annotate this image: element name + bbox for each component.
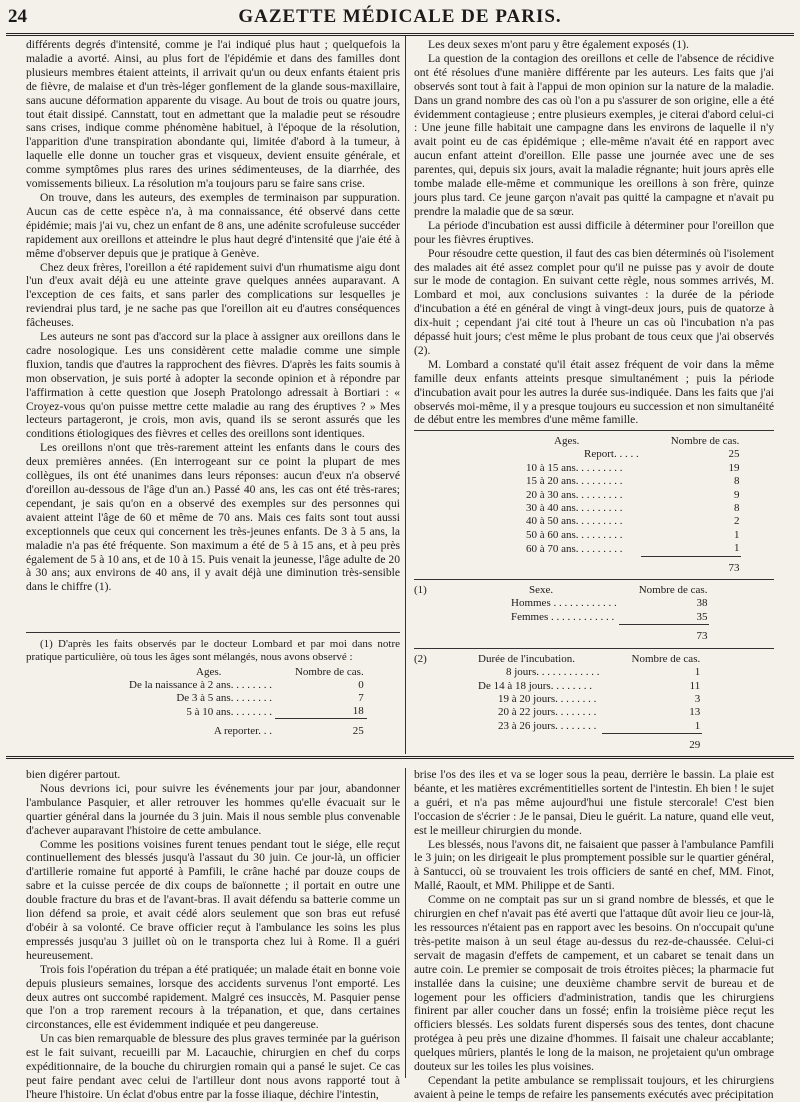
table-row (524, 475, 741, 488)
table-row (476, 706, 702, 719)
case-count: 35 (619, 611, 710, 625)
paragraph: Les deux sexes m'ont paru y être également exposés (1). (428, 38, 689, 51)
case-count: 25 (728, 448, 740, 461)
age-range: Report. . . . . (584, 448, 639, 461)
paragraph: Les oreillons n'ont que très-rarement atteint les enfants dans le cours des deux premières années. (En interrogeant sur ce point la plupart de mes collègues, ils ont été unanimes dans leurs réponses: aucun d'eux n'a observé d'oreillon au-dessous de l'âge d'un an.) Passé 40 ans, les cas ont été très-rares; cependant, je sais qu'on en a observé des exemples sur des personnes qui avaient atteint l'âge de 60 et même de 70 ans. Mais ces faits sont tout aussi exceptionnels que ceux qui concernent les très-jeunes enfants. De 3 à 5 ans, la maladie n'a pas été fréquente. Son maximum a été de 5 à 15 ans, et à peu près également de 5 à 10 ans, et de 10 à 15. Puis venait la jeunesse, l'âge adulte de 20 à 30 ans; aux environs de 40 ans, il y avait déjà une diminution très-sensible dans le chiffre (1). (26, 441, 400, 594)
age-table (524, 435, 741, 575)
table-row (126, 679, 367, 692)
paragraph: Chez deux frères, l'oreillon a été rapidement suivi d'un rhumatisme aigu dont l'un d'eux avait déjà eu une atteinte grave quelques années auparavant. A l'exception de ces faits, et sans parler des complications sur lesquelles je reviendrai plus tard, je ne sache pas que l'oreillon ait eu d'autres conséquences fâcheuses. (26, 260, 400, 330)
age-range: 10 à 15 ans. . . . . . . . . (526, 461, 623, 474)
case-count: 18 (275, 705, 367, 719)
incubation-total: 29 (689, 739, 701, 752)
table-row (524, 502, 741, 515)
table-row (524, 448, 741, 461)
paragraph: brise l'os des iles et va se loger sous la peau, derrière le bassin. La plaie est béante, et les matières excrémentitielles sortent de l'intestin. Eh bien ! le sujet a guéri, et n'a pas même aujourd'hui une fistule stercorale! C'est bien l'occasion de s'écrier : Je le pansai, Dieu le guérit. La nature, quand elle veut, est le meilleur chirurgien du monde. (414, 768, 774, 837)
table-row (126, 705, 367, 719)
case-count: 9 (733, 488, 740, 501)
age-range: 20 à 30 ans. . . . . . . . . (526, 488, 623, 501)
column-divider-bottom (405, 768, 406, 1078)
paragraph: bien digérer partout. (26, 768, 121, 781)
duration-range: 8 jours. . . . . . . . . . . . (506, 666, 600, 679)
duration-range: 20 à 22 jours. . . . . . . . (498, 706, 597, 719)
case-count: 1 (641, 542, 742, 556)
table-row (524, 515, 741, 528)
age-range: 40 à 50 ans. . . . . . . . . (526, 515, 623, 528)
paragraph: Un cas bien remarquable de blessure des plus graves terminée par la guérison est le fait suivant, recueilli par M. Lacauchie, chirurgien en chef du corps expéditionnaire, de la bouche du chirurgien romain qui a pansé le sujet. Ce cas peut faire pendant avec celui de l'artilleur dont nous avons rapporté tout à l'heure l'histoire. Un éclat d'obus entre par la fosse iliaque, déchire l'intestin, (26, 1032, 400, 1101)
table-header: Nombre de cas. (670, 435, 740, 447)
case-count: 2 (733, 515, 740, 528)
paragraph: La période d'incubation est aussi difficile à déterminer pour l'oreillon que pour les fièvres éruptives. (414, 218, 774, 246)
paragraph: Nous devrions ici, pour suivre les événements jour par jour, abandonner l'ambulance Pasquier, et aller retrouver les hommes qu'elle évacuait sur le quartier général dans la journée du 3 juin. Mais il nous semble plus convenable d'achever auparavant l'histoire de cette ambulance. (26, 781, 400, 837)
case-count: 13 (689, 706, 701, 719)
case-count: 1 (733, 528, 740, 541)
paragraph: La question de la contagion des oreillons et celle de l'absence de récidive ont été résolues d'une manière différente par les auteurs. Les faits que j'ai observés sont tout à fait à l'appui de mon opinion sur la nature de la maladie. Dans un grand nombre des cas où l'on a pu s'assurer de son origine, elle a été évidemment contagieuse ; entre plusieurs exemples, je citerai d'abord celui-ci : Une jeune fille habitait une campagne dans les environs de laquelle il n'y avait point eu de cas épidémique ; elle-même n'avait été en rapport avec aucun enfant atteint d'oreillon. Elle passe une journée avec une de ses parentes, qui, depuis six jours, avait la maladie régnante; huit jours après elle tombe malade elle-même et communique les oreillons à son frère, quinze jours plus tard. Ce jeune garçon n'avait pas quitté la campagne et n'avait pu prendre la maladie que de sa sœur. (414, 51, 774, 218)
paragraph: différents degrés d'intensité, comme je l'ai indiqué plus haut ; quelquefois la maladie a avorté. Ainsi, au plus fort de l'épidémie et dans des familles dont plusieurs membres étaient atteints, il arrivait qu'un ou deux enfants étaient pris de fièvre, de malaise et d'un très-léger gonflement de la glande sous-maxillaire, sans aucune déformation apparente du visage. Au bout de trois ou quatre jours, tout était dissipé. Cannstatt, tout en admettant que la maladie peut se résoudre sans crises, indique comme phénomène habituel, à l'époque de la résolution, l'apparition d'une transpiration abondante qui, limitée d'abord à la tumeur, à laquelle elle donne un toucher gras et visqueux, devient ensuite générale, et comme symptômes plus rares des urines sédimenteuses, de la diarrhée, des vomissements bilieux. La résolution m'a toujours paru se faire sans crise. (26, 38, 400, 191)
age-range: De 3 à 5 ans. . . . . . . . (176, 692, 272, 705)
article-column-bottom-right (414, 768, 774, 1102)
incubation-table (476, 653, 702, 753)
age-range: 60 à 70 ans. . . . . . . . . (526, 542, 623, 555)
statistics-block (414, 426, 774, 753)
carry-forward-value: 25 (352, 725, 364, 738)
case-count: 8 (733, 475, 740, 488)
footnote-separator (26, 632, 400, 633)
footnote-marker: (2) (414, 652, 427, 665)
article-column-bottom-left (26, 768, 400, 1102)
page-header (6, 6, 794, 30)
table-row (509, 611, 709, 625)
age-range: 15 à 20 ans. . . . . . . . . (526, 475, 623, 488)
duration-range: 23 à 26 jours. . . . . . . . (498, 719, 597, 732)
table-header: Nombre de cas. (638, 584, 708, 597)
stats-separator (414, 648, 774, 649)
sex-table (509, 584, 709, 644)
case-count: 1 (602, 720, 703, 734)
duration-range: De 14 à 18 jours. . . . . . . . (478, 679, 592, 692)
article-column-top-right (414, 38, 774, 427)
carry-forward-label: A reporter. . . (213, 725, 272, 738)
table-row (509, 597, 709, 610)
sex-label: Femmes . . . . . . . . . . . . (511, 611, 615, 624)
case-count: 19 (728, 461, 740, 474)
paragraph: On trouve, dans les auteurs, des exemples de terminaison par suppuration. Aucun cas de cette espèce n'a, à ma connaissance, été observé dans cette épidémie; mais j'ai vu, chez un enfant de 8 ans, une adénite scrofuleuse succéder rapidement aux oreillons et atteindre le plus haut degré d'intensité que j'aie été à même d'observer depuis que je pratique à Genève. (26, 190, 400, 260)
paragraph: Les auteurs ne sont pas d'accord sur la place à assigner aux oreillons dans le cadre nosologique. Les uns considèrent cette maladie comme une simple fluxion, tandis que d'autres la rapprochent des fièvres. D'après les faits soumis à mon observation, je suis porté à adopter la seconde opinion et à répondre par l'affirmation à cette question que Joseph Pratolongo adressait à Bortiari : « Croyez-vous qu'on puisse mettre cette maladie au rang des éruptives ? » Mes lecteurs partageront, je crois, mon avis, quand ils se seront assurés que les conditions étiologiques des fièvres et celles des oreillons sont identiques. (26, 330, 400, 441)
table-row (524, 462, 741, 475)
paragraph: Les blessés, nous l'avons dit, ne faisaient que passer à l'ambulance Pamfili le 3 juin; on les dirigeait le plus promptement possible sur le quartier général, à Santucci, où se trouvaient les trois officiers de santé en chef, MM. Finot, Mallé, Raoult, et MM. Philippe et de Santi. (414, 837, 774, 893)
table-row (476, 720, 702, 734)
table-row (524, 529, 741, 542)
table-row (126, 692, 367, 705)
table-row (126, 719, 367, 739)
journal-title: GAZETTE MÉDICALE DE PARIS. (238, 6, 562, 27)
footnote-marker: (1) (414, 584, 427, 597)
section-rule (6, 756, 794, 759)
table-row (476, 666, 702, 679)
paragraph: Comme les positions voisines furent tenues pendant tout le siége, elle reçut continuellement des blessés jusqu'à l'assaut du 30 juin. Ce jour-là, un officier d'artillerie romaine fut apporté à Pamfili, le crâne haché par douze coups de sabre et la cuisse percée de dix coups de baïonnette ; il portait en outre une double fracture du bras et de l'avant-bras. Il avait défendu sa batterie comme un lion défend sa proie, et avait cédé alors seulement que son bras eut refusé d'obéir à sa volonté. Ce brave officier reçut à l'ambulance les soins les plus empressés jusqu'au 3 juillet où on le transporta chez lui à Rome. Il a guéri heureusement. (26, 837, 400, 962)
age-range: 30 à 40 ans. . . . . . . . . (526, 502, 623, 515)
table-header: Nombre de cas. (631, 652, 701, 665)
case-count: 38 (696, 597, 708, 610)
table-header: Sexe. (529, 584, 554, 597)
paragraph: Pour résoudre cette question, il faut des cas bien déterminés où l'isolement des malades ait été assez complet pour qu'il ne puisse pas y avoir de doute sur le mode de contagion. En suivant cette règle, nous sommes arrivés, M. Lombard et moi, aux conclusions suivantes : la durée de la période d'incubation a été en général de vingt à vingt-deux jours, puis de quatorze à dix-huit ; cependant j'ai cité tout à l'heure un cas où l'incubation n'a pas dépassé huit jours; c'est même le plus probant de tous ceux que j'ai observés (2). (414, 246, 774, 357)
case-count: 3 (694, 692, 701, 705)
sex-label: Hommes . . . . . . . . . . . . (511, 597, 617, 610)
table-header: Ages. (554, 435, 580, 447)
case-count: 11 (689, 679, 701, 692)
stats-separator (414, 430, 774, 431)
table-row (524, 489, 741, 502)
age-range: De la naissance à 2 ans. . . . . . . . (129, 679, 272, 692)
footnote-1 (26, 638, 400, 738)
age-total: 73 (728, 561, 740, 574)
page-number: 24 (8, 6, 27, 27)
case-count: 0 (358, 679, 364, 692)
table-row (476, 680, 702, 693)
case-count: 7 (358, 692, 364, 705)
sex-total: 73 (696, 630, 708, 643)
duration-range: 19 à 20 jours. . . . . . . . (498, 692, 597, 705)
paragraph: Comme on ne comptait pas sur un si grand nombre de blessés, et que le chirurgien en chef n'avait pas été averti que l'attaque dût avoir lieu ce jour-là, les ressources n'étaient pas en rapport avec les besoins. On n'occupait qu'une très-petite maison à un seul étage au-dessus du rez-de-chaussée. Celui-ci servait de magasin d'effets de campement, et un cabaret se tenait dans un autre coin. Le premier se composait de trois étroites pièces; la pharmacie fut installée dans la cuisine; une deuxième chambre servit de bureau et de logement pour les officiers d'administration, tandis que les chirurgiens finirent par aller coucher dans un fossé; enfin la troisième pièce reçut les officiers blessés. Les soldats furent dispersés sous des tentes, dont chacune protégea à peu près une dizaine d'hommes. Il faisait une chaleur accablante; quelques mûriers, plantés le long de la maison, ne projetaient qu'un ombrage douteux sur les toiles les plus voisines. (414, 893, 774, 1074)
article-column-top-left (26, 38, 400, 594)
table-row (524, 542, 741, 556)
case-count: 8 (733, 502, 740, 515)
table-header: Ages. (196, 666, 222, 679)
case-count: 1 (694, 666, 701, 679)
header-rule (6, 33, 794, 36)
stats-separator (414, 579, 774, 580)
paragraph: Trois fois l'opération du trépan a été pratiquée; un malade était en bonne voie depuis plusieurs semaines, lorsque des accidents survenus l'ont emporté. Les deux autres ont succombé rapidement. Malgré ces insuccès, M. Pasquier pense que l'on a trop rarement recours à la trépanation, et que, dans certaines circonstances, elle est évidemment indiquée et peu dangereuse. (26, 962, 400, 1032)
paragraph: Cependant la petite ambulance se remplissait toujours, et les chirurgiens avaient à peine le temps de refaire les pansements exécutés avec précipitation (414, 1073, 774, 1101)
table-row (476, 693, 702, 706)
age-range: 5 à 10 ans. . . . . . . . (186, 705, 272, 718)
table-header: Nombre de cas. (294, 666, 364, 679)
column-divider-top (405, 36, 406, 754)
footnote-age-table (126, 666, 367, 738)
table-header: Durée de l'incubation. (478, 652, 575, 665)
paragraph: M. Lombard a constaté qu'il était assez fréquent de voir dans la même famille deux enfants atteints presque simultanément ; puis la période d'incubation avait pour les autres la durée sus-indiquée. Dans les faits que j'ai observés moi-même, il y a presque toujours eu succession et non simultanéité de début entre les membres d'une même famille. (414, 357, 774, 427)
footnote-text: (1) D'après les faits observés par le docteur Lombard et par moi dans notre pratique particulière, où tous les âges sont mélangés, nous avons observé : (26, 638, 400, 664)
age-range: 50 à 60 ans. . . . . . . . . (526, 528, 623, 541)
